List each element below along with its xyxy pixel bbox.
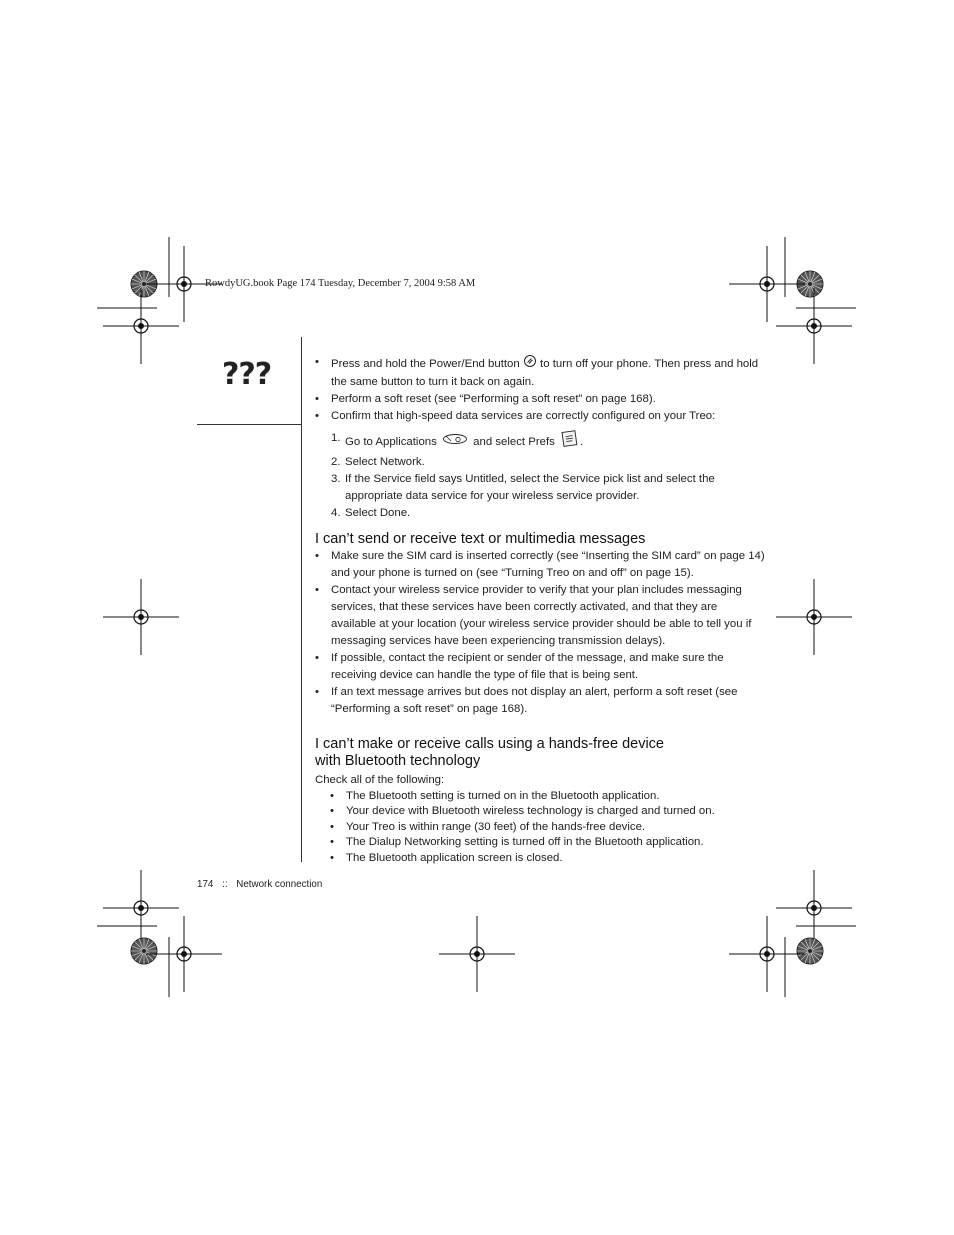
prefs-icon (560, 430, 580, 454)
question-marks-icon: ??? (222, 357, 272, 392)
list-item: • Perform a soft reset (see “Performing a soft reset” on page 168). (315, 391, 765, 408)
margin-rule-vertical (301, 337, 302, 862)
list-item: • If possible, contact the recipient or sender of the message, and make sure the receiving device can handle the type of file that is being sent. (315, 650, 765, 684)
registration-mark (776, 288, 852, 364)
registration-mark (103, 579, 179, 655)
chapter-title: Network connection (236, 879, 323, 890)
registration-mark (103, 288, 179, 364)
footer-separator: :: (222, 879, 228, 890)
margin-rule-horizontal (197, 424, 301, 425)
power-end-button-icon (523, 354, 537, 374)
intro-bullet-list (315, 354, 765, 425)
print-header: RowdyUG.book Page 174 Tuesday, December 7, 2004 9:58 AM (205, 278, 476, 289)
list-item: • Your Treo is within range (30 feet) of the hands-free device. (330, 820, 765, 836)
registration-mark (439, 916, 515, 992)
list-item: • Confirm that high-speed data services are correctly configured on your Treo: (315, 408, 765, 425)
list-item: 1. Go to Applications and select Prefs . (315, 430, 765, 454)
list-item: • Contact your wireless service provider to verify that your plan includes messaging services, that these services have been correctly activated, and that they are available at your location (your wireless service provider should be able to tell you if messaging services have been experiencing transmission delays). (315, 582, 765, 650)
list-item: • If an text message arrives but does not display an alert, perform a soft reset (see “Performing a soft reset” on page 168). (315, 684, 765, 718)
section-heading-bluetooth: I can’t make or receive calls using a hands-free device with Bluetooth technology (315, 736, 664, 769)
page-number: 174 (197, 879, 214, 890)
network-steps-list (315, 430, 765, 522)
registration-mark (729, 916, 805, 992)
list-item: 2. Select Network. (331, 456, 425, 468)
applications-icon (442, 433, 468, 451)
list-item: • The Bluetooth setting is turned on in the Bluetooth application. (330, 789, 765, 805)
registration-mark (103, 870, 179, 946)
section-heading-messages: I can’t send or receive text or multimedia messages (315, 531, 646, 547)
registration-mark (776, 870, 852, 946)
list-item: 4. Select Done. (331, 507, 411, 519)
list-item: 3. If the Service field says Untitled, select the Service pick list and select the appropriate data service for your wireless service provider. (331, 473, 715, 502)
color-bar-mark (797, 938, 823, 964)
page-body (315, 354, 765, 866)
list-item: • Your device with Bluetooth wireless technology is charged and turned on. (330, 804, 765, 820)
list-item: • The Dialup Networking setting is turned off in the Bluetooth application. (330, 835, 765, 851)
bluetooth-bullet-list (315, 789, 765, 867)
page-footer (197, 879, 322, 890)
list-item: • The Bluetooth application screen is closed. (330, 851, 765, 867)
color-bar-mark (131, 938, 157, 964)
registration-mark (729, 246, 805, 322)
messages-bullet-list (315, 548, 765, 718)
registration-mark (146, 916, 222, 992)
bluetooth-lead-text: Check all of the following: (315, 774, 445, 786)
registration-mark (776, 579, 852, 655)
list-item: • Make sure the SIM card is inserted correctly (see “Inserting the SIM card” on page 14) and your phone is turned on (see “Turning Treo on and off” on page 15). (315, 548, 765, 582)
list-item: • Press and hold the Power/End button to turn off your phone. Then press and hold the same button to turn it back on again. (315, 354, 765, 391)
